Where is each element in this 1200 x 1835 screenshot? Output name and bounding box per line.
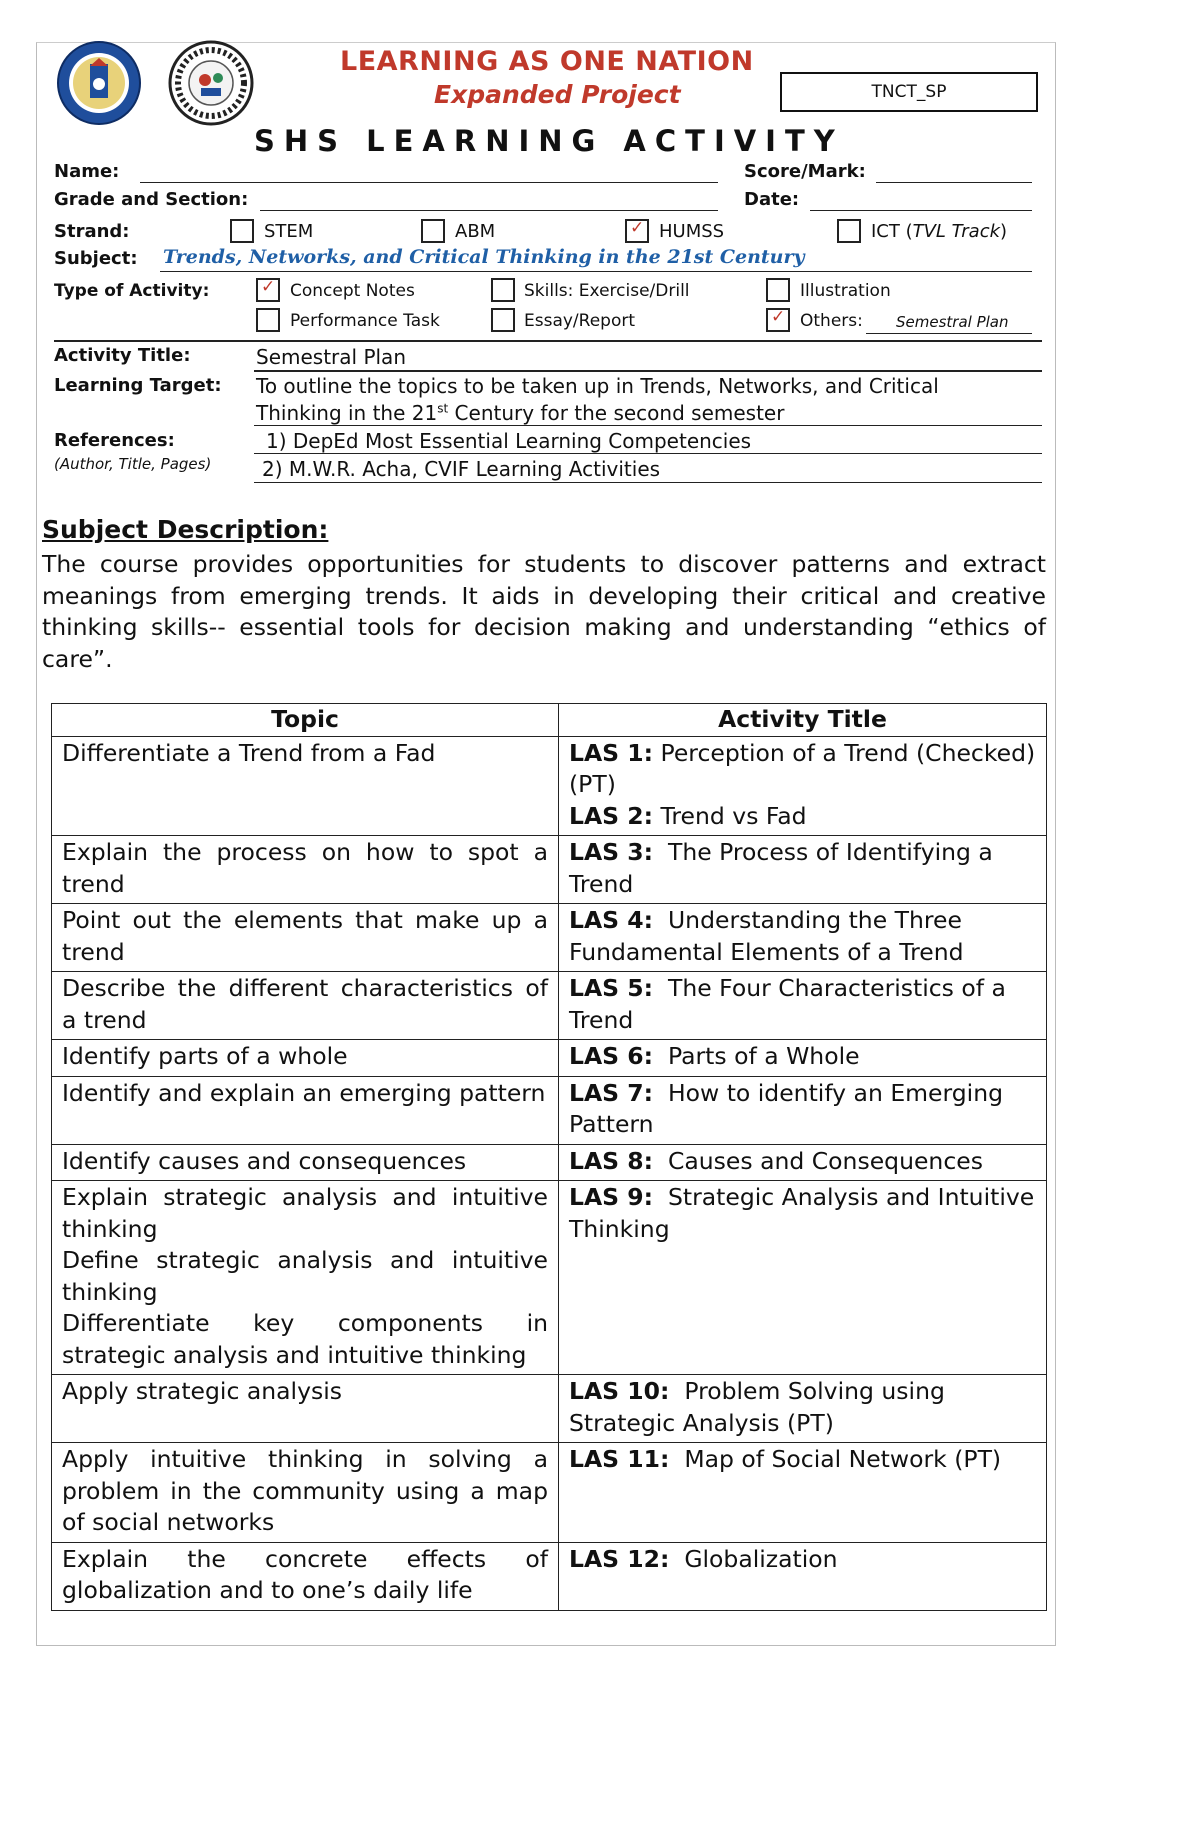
activity-title-underline [254,370,1042,372]
las-code: LAS 8: [569,1146,654,1175]
activity-code-box: TNCT_SP [780,72,1038,112]
activity-cell [559,1181,1047,1375]
las-code: LAS 2: [569,801,654,830]
activity-entry [569,738,1043,801]
strand-abm-label: ABM [455,221,496,242]
type-skills-label: Skills: Exercise/Drill [524,281,690,301]
activity-cell [559,736,1047,836]
activity-entry [569,1376,1036,1439]
header-subtitle: Expanded Project [434,80,681,109]
table-row [52,904,1047,972]
activity-entry [569,1444,1036,1476]
las-title: Strategic Analysis and Intuitive Thinking [569,1183,1042,1243]
topic-column-header: Topic [52,704,559,737]
topic-text: Identify causes and consequences [62,1146,467,1175]
topic-cell [52,1375,559,1443]
references-note: (Author, Title, Pages) [54,455,212,473]
activity-cell [559,1375,1047,1443]
reference-underline-2 [254,482,1042,483]
topic-text: Explain the concrete effects of globalization and to one’s daily life [62,1544,548,1604]
topic-cell [52,1181,559,1375]
references-label: References: [54,430,175,451]
las-code: LAS 1: [569,738,654,767]
topic-text: Apply strategic analysis [62,1377,342,1405]
activity-cell [559,1144,1047,1181]
activity-entry [569,837,1036,900]
topic-text: Explain strategic analysis and intuitive thinking [62,1183,548,1243]
type-others-value: Semestral Plan [896,313,1009,331]
type-essay-report-checkbox[interactable] [491,308,515,332]
activity-cell [559,904,1047,972]
topic-cell [52,972,559,1040]
grade-section-label: Grade and Section: [54,189,249,210]
strand-humss-checkbox[interactable] [625,219,649,243]
deped-seal-icon [56,40,142,126]
check-mark-icon: ✓ [771,307,786,327]
topic-text: Describe the different characteristics of a trend [62,974,548,1034]
type-concept-notes-label: Concept Notes [290,281,415,301]
activity-title-label: Activity Title: [54,345,191,366]
strand-stem-checkbox[interactable] [230,219,254,243]
name-label: Name: [54,161,120,182]
others-underline [866,333,1032,334]
activity-cell [559,836,1047,904]
las-title: How to identify an Emerging Pattern [569,1078,1011,1138]
activity-entry [569,1146,1036,1178]
activity-entry [569,1544,1036,1576]
activity-heading: SHS LEARNING ACTIVITY [254,124,844,158]
strand-stem-label: STEM [264,221,314,242]
topic-text: Apply intuitive thinking in solving a problem in the community using a map of social networks [62,1445,548,1536]
table-row [52,1375,1047,1443]
table-row [52,1076,1047,1144]
table-row [52,1040,1047,1077]
strand-humss-label: HUMSS [659,221,725,242]
activity-entry [569,1041,1036,1073]
topic-cell [52,1443,559,1543]
activity-entry [569,1078,1036,1141]
las-title: The Process of Identifying a Trend [569,838,1001,898]
topic-cell [52,1040,559,1077]
school-seal-icon [168,40,254,126]
activity-entry [569,905,1036,968]
las-title: The Four Characteristics of a Trend [569,974,1014,1034]
las-title: Problem Solving using Strategic Analysis (PT) [569,1377,953,1437]
learning-target-underline [254,425,1042,426]
strand-ict-label: ICT (TVL Track) [871,221,1008,242]
activity-cell [559,1542,1047,1610]
las-code: LAS 10: [569,1377,670,1405]
las-title: Parts of a Whole [653,1042,860,1070]
las-title: Causes and Consequences [653,1146,983,1175]
subject-description-text: The course provides opportunities for students to discover patterns and extract meanings from emerging trends. It aids in developing their critical and creative thinking skills-- essential tools for decision making and understanding “ethics of care”. [42,550,1046,673]
reference-item-2: 2) M.W.R. Acha, CVIF Learning Activities [262,457,661,481]
las-code: LAS 5: [569,974,654,1002]
topic-text: Define strategic analysis and intuitive thinking [62,1246,548,1306]
subject-underline [160,271,1032,272]
activity-entry [569,1182,1042,1245]
type-essay-report-label: Essay/Report [524,311,636,331]
activity-cell [559,1443,1047,1543]
type-of-activity-label: Type of Activity: [54,281,210,301]
table-header-row [52,704,1047,737]
name-field[interactable] [140,182,718,183]
activity-entry [569,801,1036,833]
topic-text: Differentiate a Trend from a Fad [62,738,436,767]
activity-cell [559,1076,1047,1144]
learning-target-line-2: Thinking in the 21st Century for the second semester [256,401,785,425]
table-row [52,836,1047,904]
strand-label: Strand: [54,221,130,242]
type-concept-notes-checkbox[interactable] [256,278,280,302]
learning-target-label: Learning Target: [54,375,222,396]
type-illustration-checkbox[interactable] [766,278,790,302]
topic-cell [52,1144,559,1181]
type-others-label: Others: [800,311,863,331]
table-row [52,1443,1047,1543]
las-code: LAS 3: [569,838,654,866]
strand-abm-checkbox[interactable] [421,219,445,243]
type-others-checkbox[interactable] [766,308,790,332]
reference-underline-1 [254,453,1042,454]
las-code: LAS 9: [569,1183,654,1211]
score-field[interactable] [876,182,1032,183]
type-illustration-label: Illustration [800,281,891,301]
semestral-plan-table [51,703,1047,1611]
topic-text: Identify and explain an emerging pattern [62,1078,546,1107]
las-title: Perception of a Trend (Checked) (PT) [569,738,1043,798]
topic-text: Point out the elements that make up a trend [62,906,548,966]
table-row [52,1144,1047,1181]
las-code: LAS 7: [569,1078,654,1107]
check-mark-icon: ✓ [630,218,645,238]
learning-target-line-1: To outline the topics to be taken up in Trends, Networks, and Critical [256,374,939,398]
table-row [52,736,1047,836]
table-row [52,972,1047,1040]
activity-entry [569,973,1036,1036]
header-title: LEARNING AS ONE NATION [340,46,754,77]
topic-cell [52,1076,559,1144]
topic-text: Explain the process on how to spot a trend [62,838,548,898]
activity-title-value: Semestral Plan [256,345,406,369]
type-skills-checkbox[interactable] [491,278,515,302]
topic-text: Differentiate key components in strategic analysis and intuitive thinking [62,1309,548,1369]
activity-cell [559,972,1047,1040]
subject-label: Subject: [54,248,138,269]
score-label: Score/Mark: [744,161,866,182]
grade-section-field[interactable] [260,210,718,211]
topic-cell [52,1542,559,1610]
topic-cell [52,736,559,836]
date-field[interactable] [810,210,1032,211]
activity-cell [559,1040,1047,1077]
activity-title-column-header: Activity Title [559,704,1047,737]
topic-cell [52,836,559,904]
section-divider [54,340,1042,342]
subject-value: Trends, Networks, and Critical Thinking in the 21st Century [163,246,805,268]
las-title: Understanding the Three Fundamental Elements of a Trend [569,906,970,966]
las-title: Map of Social Network (PT) [669,1445,1002,1473]
subject-description-heading: Subject Description: [42,515,329,544]
topic-text: Identify parts of a whole [62,1042,348,1070]
las-title: Trend vs Fad [653,801,807,830]
las-code: LAS 12: [569,1544,670,1573]
las-title: Globalization [669,1544,838,1573]
strand-ict-checkbox[interactable] [837,219,861,243]
date-label: Date: [744,189,800,210]
las-code: LAS 6: [569,1042,654,1070]
type-performance-task-checkbox[interactable] [256,308,280,332]
table-row [52,1181,1047,1375]
las-code: LAS 4: [569,906,654,934]
topic-cell [52,904,559,972]
check-mark-icon: ✓ [261,277,276,297]
type-performance-task-label: Performance Task [290,311,440,331]
reference-item-1: 1) DepEd Most Essential Learning Competencies [266,429,752,453]
table-row [52,1542,1047,1610]
las-code: LAS 11: [569,1445,670,1473]
